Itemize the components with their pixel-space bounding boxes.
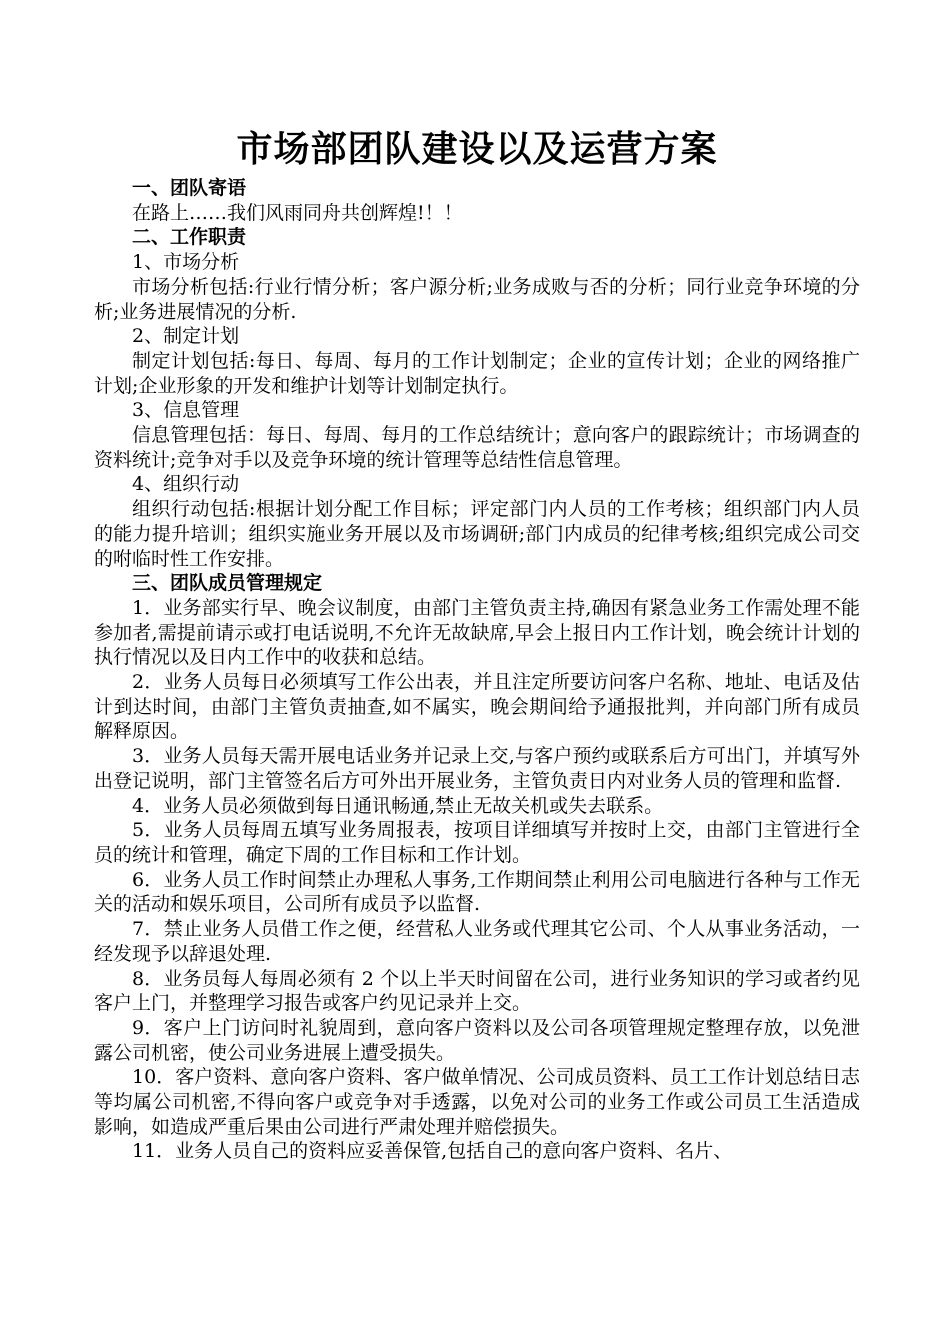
body-paragraph: 5．业务人员每周五填写业务周报表，按项目详细填写并按时上交，由部门主管进行全员的统计和管理，确定下周的工作目标和工作计划。 xyxy=(94,819,860,866)
body-paragraph: 3．业务人员每天需开展电话业务并记录上交,与客户预约或联系后方可出门，并填写外出登记说明，部门主管签名后方可外出开展业务，主管负责日内对业务人员的管理和监督. xyxy=(94,745,860,792)
body-paragraph: 10．客户资料、意向客户资料、客户做单情况、公司成员资料、员工工作计划总结日志等均属公司机密,不得向客户或竞争对手透露，以免对公司的业务工作或公司员工生活造成影响，如造成严重后果由公司进行严肃处理并赔偿损失。 xyxy=(94,1066,860,1138)
body-paragraph: 3、信息管理 xyxy=(132,399,240,422)
document-title: 市场部团队建设以及运营方案 xyxy=(236,128,718,170)
section-heading: 一、团队寄语 xyxy=(132,177,247,199)
body-paragraph: 1、市场分析 xyxy=(132,251,240,274)
body-paragraph: 组织行动包括:根据计划分配工作目标；评定部门内人员的工作考核；组织部门内人员的能力提升培训；组织实施业务开展以及市场调研;部门内成员的纪律考核;组织完成公司交的咐临时性工作安排。 xyxy=(94,498,860,570)
body-paragraph: 9．客户上门访问时礼貌周到，意向客户资料以及公司各项管理规定整理存放，以免泄露公司机密，使公司业务进展上遭受损失。 xyxy=(94,1016,860,1064)
body-paragraph: 2．业务人员每日必须填写工作公出表，并且注定所要访问客户名称、地址、电话及估计到达时间，由部门主管负责抽查,如不属实，晚会期间给予通报批判，并向部门所有成员解释原因。 xyxy=(94,671,860,743)
body-paragraph: 信息管理包括：每日、每周、每月的工作总结统计；意向客户的跟踪统计；市场调查的资料统计;竞争对手以及竞争环境的统计管理等总结性信息管理。 xyxy=(94,424,860,471)
section-heading: 三、团队成员管理规定 xyxy=(132,572,323,595)
body-paragraph: 市场分析包括:行业行情分析；客户源分析;业务成败与否的分析；同行业竞争环境的分析;业务进展情况的分析. xyxy=(94,275,860,323)
body-paragraph: 1．业务部实行早、晚会议制度，由部门主管负责主持,确因有紧急业务工作需处理不能参加者,需提前请示或打电话说明,不允许无故缺席,早会上报日内工作计划，晚会统计计划的执行情况以及日内工作中的收获和总结。 xyxy=(94,596,860,669)
body-paragraph: 4、组织行动 xyxy=(132,473,240,496)
body-paragraph: 制定计划包括:每日、每周、每月的工作计划制定；企业的宣传计划；企业的网络推广计划;企业形象的开发和维护计划等计划制定执行。 xyxy=(94,349,860,397)
body-paragraph: 4．业务人员必须做到每日通讯畅通,禁止无故关机或失去联系。 xyxy=(132,794,664,817)
body-paragraph: 在路上……我们风雨同舟共创辉煌!！！ xyxy=(132,201,463,224)
document-content xyxy=(94,176,860,1164)
body-paragraph: 8．业务员每人每周必须有 2 个以上半天时间留在公司，进行业务知识的学习或者约见客户上门，并整理学习报告或客户约见记录并上交。 xyxy=(94,967,860,1015)
body-paragraph: 6．业务人员工作时间禁止办理私人事务,工作期间禁止利用公司电脑进行各种与工作无关的活动和娱乐项目，公司所有成员予以监督. xyxy=(94,868,860,916)
body-paragraph: 2、制定计划 xyxy=(132,325,240,348)
body-paragraph: 11．业务人员自己的资料应妥善保管,包括自己的意向客户资料、名片、 xyxy=(132,1140,733,1163)
section-heading: 二、工作职责 xyxy=(132,226,247,249)
document-body xyxy=(94,122,860,1164)
body-paragraph: 7．禁止业务人员借工作之便，经营私人业务或代理其它公司、个人从事业务活动，一经发现予以辞退处理. xyxy=(94,918,860,965)
